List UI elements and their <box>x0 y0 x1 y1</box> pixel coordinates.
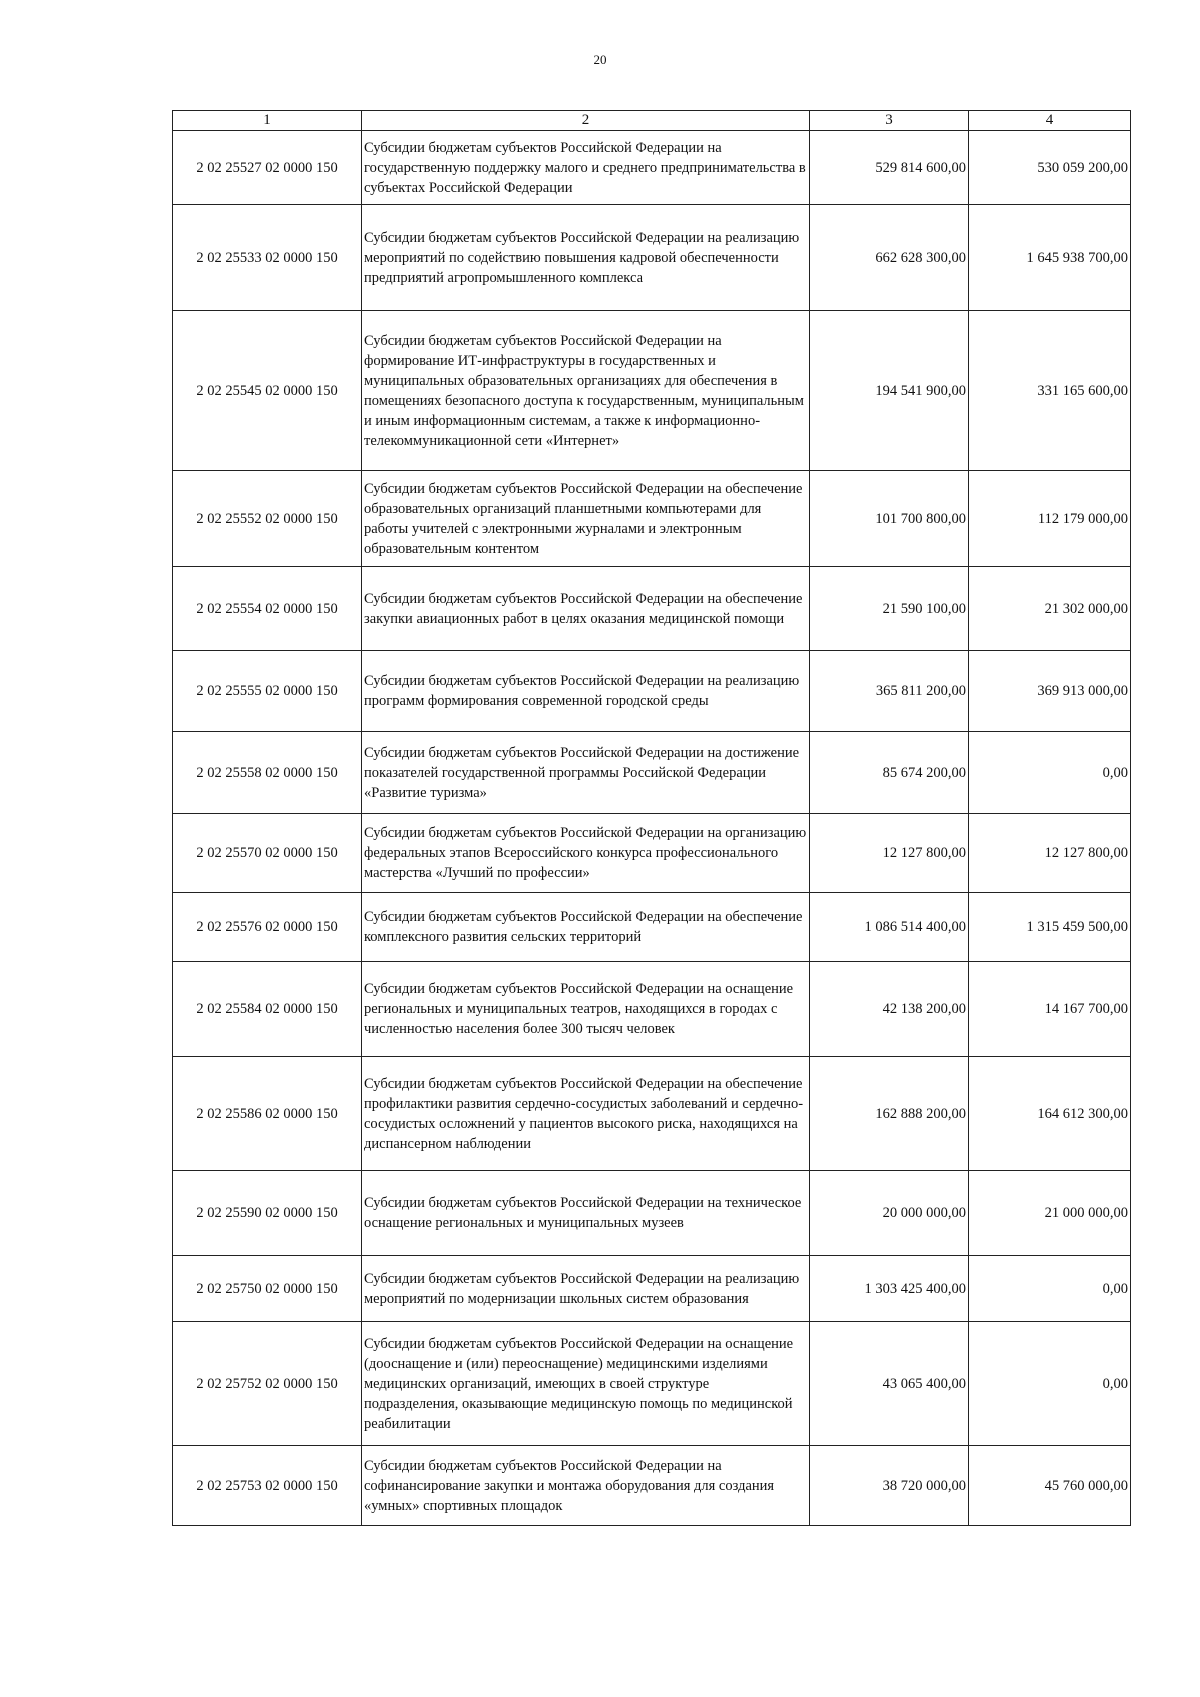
amount-column-4: 164 612 300,00 <box>969 1057 1131 1171</box>
amount-column-3: 662 628 300,00 <box>810 205 969 311</box>
table-row <box>173 1446 1131 1526</box>
table-row <box>173 962 1131 1057</box>
amount-column-3: 162 888 200,00 <box>810 1057 969 1171</box>
subsidy-description: Субсидии бюджетам субъектов Российской Федерации на организацию федеральных этапов Всероссийского конкурса профессионального мастерства «Лучший по профессии» <box>362 814 810 893</box>
subsidy-description: Субсидии бюджетам субъектов Российской Федерации на реализацию мероприятий по содействию повышения кадровой обеспеченности предприятий агропромышленного комплекса <box>362 205 810 311</box>
table-row <box>173 651 1131 732</box>
amount-column-4: 530 059 200,00 <box>969 131 1131 205</box>
amount-column-4: 21 302 000,00 <box>969 567 1131 651</box>
budget-code: 2 02 25750 02 0000 150 <box>173 1256 362 1322</box>
amount-column-3: 38 720 000,00 <box>810 1446 969 1526</box>
amount-column-4: 1 315 459 500,00 <box>969 893 1131 962</box>
table-row <box>173 205 1131 311</box>
amount-column-3: 43 065 400,00 <box>810 1322 969 1446</box>
amount-column-3: 365 811 200,00 <box>810 651 969 732</box>
amount-column-4: 1 645 938 700,00 <box>969 205 1131 311</box>
amount-column-4: 45 760 000,00 <box>969 1446 1131 1526</box>
amount-column-3: 20 000 000,00 <box>810 1171 969 1256</box>
amount-column-3: 101 700 800,00 <box>810 471 969 567</box>
subsidy-description: Субсидии бюджетам субъектов Российской Федерации на обеспечение комплексного развития сельских территорий <box>362 893 810 962</box>
amount-column-4: 21 000 000,00 <box>969 1171 1131 1256</box>
amount-column-3: 85 674 200,00 <box>810 732 969 814</box>
amount-column-3: 1 303 425 400,00 <box>810 1256 969 1322</box>
table-row <box>173 1057 1131 1171</box>
budget-code: 2 02 25545 02 0000 150 <box>173 311 362 471</box>
subsidy-description: Субсидии бюджетам субъектов Российской Федерации на обеспечение профилактики развития сердечно-сосудистых заболеваний и сердечно-сосудистых осложнений у пациентов высокого риска, находящихся на диспансерном наблюдении <box>362 1057 810 1171</box>
amount-column-3: 42 138 200,00 <box>810 962 969 1057</box>
page-number: 20 <box>593 52 607 67</box>
budget-code: 2 02 25752 02 0000 150 <box>173 1322 362 1446</box>
amount-column-4: 0,00 <box>969 1322 1131 1446</box>
subsidy-description: Субсидии бюджетам субъектов Российской Федерации на достижение показателей государственной программы Российской Федерации «Развитие туризма» <box>362 732 810 814</box>
table-row <box>173 131 1131 205</box>
subsidy-description: Субсидии бюджетам субъектов Российской Федерации на обеспечение закупки авиационных работ в целях оказания медицинской помощи <box>362 567 810 651</box>
amount-column-3: 194 541 900,00 <box>810 311 969 471</box>
column-header-2: 2 <box>362 111 810 131</box>
table-row <box>173 471 1131 567</box>
budget-code: 2 02 25570 02 0000 150 <box>173 814 362 893</box>
subsidy-description: Субсидии бюджетам субъектов Российской Федерации на государственную поддержку малого и среднего предпринимательства в субъектах Российской Федерации <box>362 131 810 205</box>
amount-column-4: 331 165 600,00 <box>969 311 1131 471</box>
budget-code: 2 02 25586 02 0000 150 <box>173 1057 362 1171</box>
table-row <box>173 311 1131 471</box>
table-row <box>173 893 1131 962</box>
subsidy-description: Субсидии бюджетам субъектов Российской Федерации на обеспечение образовательных организаций планшетными компьютерами для работы учителей с электронными журналами и электронным образовательным контентом <box>362 471 810 567</box>
table-row <box>173 1171 1131 1256</box>
amount-column-4: 14 167 700,00 <box>969 962 1131 1057</box>
subsidy-description: Субсидии бюджетам субъектов Российской Федерации на формирование ИТ-инфраструктуры в государственных и муниципальных образовательных организациях для обеспечения в помещениях безопасного доступа к государственным, муниципальным и иным информационным системам, а также к информационно-телекоммуникационной сети «Интернет» <box>362 311 810 471</box>
table-row <box>173 567 1131 651</box>
budget-code: 2 02 25554 02 0000 150 <box>173 567 362 651</box>
budget-code: 2 02 25527 02 0000 150 <box>173 131 362 205</box>
column-header-3: 3 <box>810 111 969 131</box>
subsidy-description: Субсидии бюджетам субъектов Российской Федерации на софинансирование закупки и монтажа оборудования для создания «умных» спортивных площадок <box>362 1446 810 1526</box>
subsidy-description: Субсидии бюджетам субъектов Российской Федерации на оснащение региональных и муниципальных театров, находящихся в городах с численностью населения более 300 тысяч человек <box>362 962 810 1057</box>
column-header-4: 4 <box>969 111 1131 131</box>
table-row <box>173 814 1131 893</box>
subsidy-description: Субсидии бюджетам субъектов Российской Федерации на техническое оснащение региональных и муниципальных музеев <box>362 1171 810 1256</box>
amount-column-4: 12 127 800,00 <box>969 814 1131 893</box>
amount-column-4: 112 179 000,00 <box>969 471 1131 567</box>
budget-table <box>172 110 1131 1526</box>
budget-code: 2 02 25558 02 0000 150 <box>173 732 362 814</box>
table-row <box>173 732 1131 814</box>
budget-code: 2 02 25590 02 0000 150 <box>173 1171 362 1256</box>
amount-column-3: 529 814 600,00 <box>810 131 969 205</box>
amount-column-4: 0,00 <box>969 1256 1131 1322</box>
table-header-row <box>173 111 1131 131</box>
subsidy-description: Субсидии бюджетам субъектов Российской Федерации на оснащение (дооснащение и (или) переоснащение) медицинскими изделиями медицинских организаций, имеющих в своей структуре подразделения, оказывающие медицинскую помощь по медицинской реабилитации <box>362 1322 810 1446</box>
budget-code: 2 02 25533 02 0000 150 <box>173 205 362 311</box>
budget-code: 2 02 25584 02 0000 150 <box>173 962 362 1057</box>
budget-code: 2 02 25753 02 0000 150 <box>173 1446 362 1526</box>
amount-column-3: 12 127 800,00 <box>810 814 969 893</box>
column-header-1: 1 <box>173 111 362 131</box>
subsidy-description: Субсидии бюджетам субъектов Российской Федерации на реализацию мероприятий по модернизации школьных систем образования <box>362 1256 810 1322</box>
amount-column-4: 0,00 <box>969 732 1131 814</box>
amount-column-4: 369 913 000,00 <box>969 651 1131 732</box>
amount-column-3: 21 590 100,00 <box>810 567 969 651</box>
table-row <box>173 1256 1131 1322</box>
amount-column-3: 1 086 514 400,00 <box>810 893 969 962</box>
budget-code: 2 02 25555 02 0000 150 <box>173 651 362 732</box>
subsidy-description: Субсидии бюджетам субъектов Российской Федерации на реализацию программ формирования современной городской среды <box>362 651 810 732</box>
table-row <box>173 1322 1131 1446</box>
budget-code: 2 02 25552 02 0000 150 <box>173 471 362 567</box>
budget-code: 2 02 25576 02 0000 150 <box>173 893 362 962</box>
